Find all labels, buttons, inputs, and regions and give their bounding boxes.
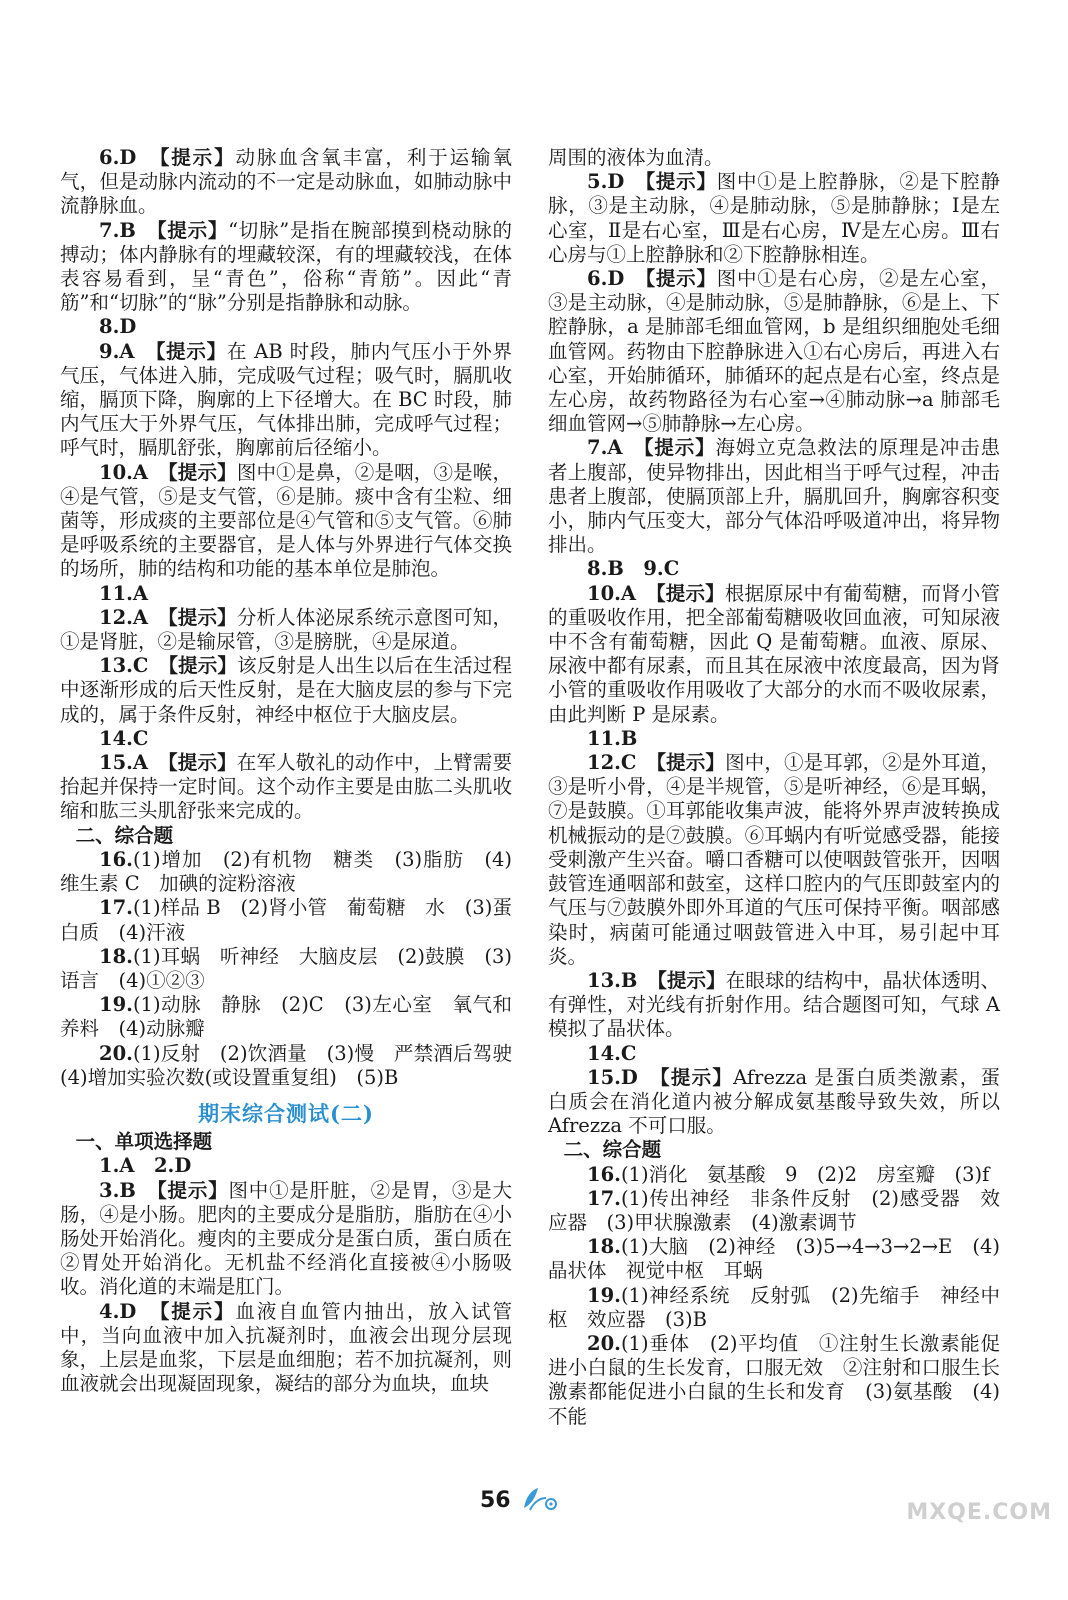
answer-text: (1)大脑 (2)神经 (3)5→4→3→2→E (4)晶状体 视觉中枢 耳蜗 [548, 1235, 1000, 1283]
answer-number: 19. [99, 993, 133, 1017]
answer-text: 图中①是上腔静脉，②是下腔静脉，③是主动脉，④是肺动脉，⑤是肺静脉；Ⅰ是左心室，Ⅱ是右心室，Ⅲ是右心房，Ⅳ是左心房。Ⅲ右心房与①上腔静脉和②下腔静脉相连。 [548, 170, 1000, 266]
answer-text: 该反射是人出生以后在生活过程中逐渐形成的后天性反射，是在大脑皮层的参与下完成的，属于条件反射，神经中枢位于大脑皮层。 [60, 654, 512, 726]
answer-number: 12.C [587, 751, 637, 775]
answer-text: Afrezza 是蛋白质类激素，蛋白质会在消化道内被分解成氨基酸导致失效，所以 Afrezza 不可口服。 [548, 1065, 1000, 1138]
answer-item [60, 1179, 512, 1300]
answer-item [60, 896, 512, 944]
answer-item [60, 1041, 532, 1090]
answer-item [548, 1284, 1000, 1332]
answer-text: 在军人敬礼的动作中，上臂需要抬起并保持一定时间。这个动作主要是由肱二头肌收缩和肱三头肌舒张来完成的。 [60, 751, 512, 823]
answer-item [60, 727, 512, 751]
right-column [548, 146, 1000, 1429]
hint-label: 【提示】 [136, 146, 236, 169]
answer-text: (1)样品 B (2)肾小管 葡萄糖 水 (3)蛋白质 (4)汗液 [60, 896, 512, 944]
answer-number: 4.D [99, 1299, 137, 1323]
answer-item [60, 848, 512, 896]
page-number: 56 [480, 1488, 511, 1513]
section-title: 期末综合测试(二) [198, 1100, 374, 1126]
answer-text: (1)神经系统 反射弧 (2)先缩手 神经中枢 效应器 (3)B [548, 1283, 1000, 1331]
answer-item [548, 969, 1000, 1042]
answer-text: 根据原尿中有葡萄糖，而肾小管的重吸收作用，把全部葡萄糖吸收回血液，可知尿液中不含有葡萄糖，因此 Q 是葡萄糖。血液、原尿、尿液中都有尿素，而且其在尿液中浓度最高，因为肾小管的重吸收作用吸收了大部分的水而不吸收尿素，由此判断 P 是尿素。 [548, 581, 1000, 726]
answer-number: 1.A 2.D [99, 1154, 192, 1178]
answer-number: 17. [587, 1186, 621, 1210]
answer-item [60, 945, 512, 993]
answer-number: 11.A [99, 581, 149, 605]
answer-item [60, 1154, 512, 1178]
hint-label: 【提示】 [636, 581, 725, 605]
answer-number: 10.A [587, 581, 637, 605]
watermark-text: MXQE.COM [906, 1500, 1052, 1525]
answer-item [548, 1042, 1000, 1066]
answer-number: 8.B 9.C [587, 557, 680, 581]
answer-text: “切脉”是指在腕部摸到桡动脉的搏动；体内静脉有的埋藏较深，有的埋藏较浅，在体表容易看到，呈“青色”，俗称“青筋”。因此“青筋”和“切脉”的“脉”分别是指静脉和动脉。 [60, 218, 512, 315]
hint-label: 【提示】 [136, 1299, 236, 1323]
answer-number: 6.D [587, 267, 625, 291]
answer-text: 在 AB 时段，肺内气压小于外界气压，气体进入肺，完成吸气过程；吸气时，膈肌收缩，膈顶下降，胸廓的上下径增大。在 BC 时段，肺内气压大于外界气压，气体排出肺，完成呼气过程；呼气时，膈肌舒张，胸廓前后径缩小。 [60, 339, 512, 460]
leaf-ornament-icon [520, 1482, 560, 1514]
answer-item [60, 461, 512, 582]
answer-item [60, 340, 512, 461]
hint-label: 【提示】 [148, 460, 237, 484]
answer-number: 20. [587, 1331, 621, 1355]
answer-item [548, 1163, 1000, 1187]
answer-number: 13.C [99, 654, 149, 678]
answer-number: 15.D [587, 1065, 638, 1089]
answer-item [548, 1235, 1000, 1283]
hint-label: 【提示】 [148, 751, 237, 775]
answer-item [60, 146, 512, 219]
answer-text: 图中①是右心房，②是左心室，③是主动脉，④是肺动脉，⑤是肺静脉，⑥是上、下腔静脉，a 是肺部毛细血管网，b 是组织细胞处毛细血管网。药物由下腔静脉进入①右心房后，再进入右心室，开始肺循环，肺循环的起点是右心室，终点是左心房，故药物路径为右心室→④肺动脉→a 肺部毛细血管网→⑤肺静脉→左心房。 [548, 267, 1000, 436]
answer-text: 海姆立克急救法的原理是冲击患者上腹部，使异物排出，因此相当于呼气过程，冲击患者上腹部，使膈顶部上升，膈肌回升，胸廓容积变小，肺内气压变大，部分气体沿呼吸道冲出，将异物排出。 [548, 436, 1000, 557]
answer-text: 血液自血管内抽出，放入试管中，当向血液中加入抗凝剂时，血液会出现分层现象，上层是血浆，下层是血细胞；若不加抗凝剂，则血液就会出现凝固现象，凝结的部分为血块，血块 [60, 1299, 512, 1396]
answer-item [548, 1066, 1000, 1139]
hint-label: 【提示】 [636, 751, 726, 775]
answer-text: (1)动脉 静脉 (2)C (3)左心室 氧气和养料 (4)动脉瓣 [60, 993, 512, 1041]
hint-label: 【提示】 [135, 1178, 229, 1202]
watermark [906, 1500, 1052, 1525]
hint-label: 【提示】 [148, 605, 237, 629]
answer-number: 5.D [587, 170, 625, 194]
answer-text: (1)反射 (2)饮酒量 (3)慢 严禁酒后驾驶 (4)增加实验次数(或设置重复组) (5)B [60, 1041, 532, 1089]
answer-number: 16. [587, 1162, 621, 1186]
continued-text: 周围的液体为血清。 [548, 146, 724, 169]
left-column [60, 146, 532, 1396]
section-heading: 二、综合题 [563, 1138, 662, 1162]
answer-item [548, 436, 1000, 557]
answer-number: 18. [587, 1235, 621, 1259]
answer-number: 19. [587, 1283, 621, 1307]
answer-text: (1)增加 (2)有机物 糖类 (3)脂肪 (4)维生素 C 加碘的淀粉溶液 [60, 847, 512, 896]
hint-label: 【提示】 [148, 654, 238, 678]
answer-item [548, 582, 1000, 727]
answer-text: 图中①是鼻，②是咽，③是喉，④是气管，⑤是支气管，⑥是肺。痰中含有尘粒、细菌等，形成痰的主要部位是④气管和⑤支气管。⑥肺是呼吸系统的主要器官，是人体与外界进行气体交换的场所，肺的结构和功能的基本单位是肺泡。 [60, 460, 512, 581]
answer-item [548, 267, 1000, 436]
answer-item [548, 1332, 1000, 1429]
answer-number: 7.A [587, 436, 623, 460]
answer-item [60, 1300, 512, 1397]
answer-text: (1)消化 氨基酸 9 (2)2 房室瓣 (3)f [620, 1162, 990, 1186]
answer-text: (1)传出神经 非条件反射 (2)感受器 效应器 (3)甲状腺激素 (4)激素调节 [548, 1186, 1000, 1234]
answer-item [60, 654, 512, 727]
answer-text: 图中①是肝脏，②是胃，③是大肠，④是小肠。肥肉的主要成分是脂肪，脂肪在④小肠处开始消化。瘦肉的主要成分是蛋白质，蛋白质在②胃处开始消化。无机盐不经消化直接被④小肠吸收。消化道的末端是肛门。 [60, 1178, 512, 1299]
answer-number: 7.B [99, 218, 136, 242]
answer-number: 10.A [99, 460, 149, 484]
answer-number: 17. [99, 896, 133, 920]
answer-item [60, 606, 512, 654]
answer-item [548, 727, 1000, 751]
hint-label: 【提示】 [134, 339, 227, 363]
answer-number: 13.B [587, 968, 638, 992]
answer-text: 动脉血含氧丰富，利于运输氧气，但是动脉内流动的不一定是动脉血，如肺动脉中流静脉血。 [60, 146, 512, 218]
answer-number: 3.B [99, 1178, 136, 1202]
answer-text: 分析人体泌尿系统示意图可知，①是肾脏，②是输尿管，③是膀胱，④是尿道。 [60, 605, 512, 654]
section-heading: 一、单项选择题 [75, 1130, 213, 1154]
answer-item [60, 219, 512, 316]
answer-number: 14.C [587, 1041, 637, 1065]
answer-item [548, 1187, 1000, 1235]
answer-item [60, 993, 512, 1041]
hint-label: 【提示】 [622, 436, 716, 460]
answer-number: 14.C [99, 726, 149, 750]
hint-label: 【提示】 [624, 267, 717, 291]
answer-number: 20. [99, 1041, 133, 1065]
hint-label: 【提示】 [637, 1065, 734, 1089]
answer-item [60, 751, 512, 824]
answer-item [548, 751, 1000, 969]
section-heading: 二、综合题 [75, 823, 174, 847]
hint-label: 【提示】 [637, 968, 726, 992]
answer-text: (1)垂体 (2)平均值 ①注射生长激素能促进小白鼠的生长发育，口服无效 ②注射和口服生长激素都能促进小白鼠的生长和发育 (3)氨基酸 (4)不能 [548, 1331, 1000, 1428]
answer-number: 11.B [587, 726, 638, 750]
answer-text: (1)耳蜗 听神经 大脑皮层 (2)鼓膜 (3)语言 (4)①②③ [60, 944, 512, 992]
answer-text: 在眼球的结构中，晶状体透明、有弹性，对光线有折射作用。结合题图可知，气球 A 模拟了晶状体。 [548, 968, 1000, 1041]
answer-number: 16. [99, 847, 133, 871]
answer-item [548, 557, 1000, 581]
answer-number: 15.A [99, 751, 149, 775]
answer-item [548, 170, 1000, 267]
hint-label: 【提示】 [624, 170, 717, 194]
answer-text: 图中，①是耳郭，②是外耳道，③是听小骨，④是半规管，⑤是听神经，⑥是耳蜗，⑦是鼓膜。①耳郭能收集声波，能将外界声波转换成机械振动的是⑦鼓膜。⑥耳蜗内有听觉感受器，能接受刺激产生兴奋。嚼口香糖可以使咽鼓管张开，因咽鼓管连通咽部和鼓室，这样口腔内的气压即鼓室内的气压与⑦鼓膜外即外耳道的气压可保持平衡。咽部感染时，病菌可能通过咽鼓管进入中耳，易引起中耳炎。 [548, 751, 1000, 968]
hint-label: 【提示】 [135, 218, 229, 242]
answer-item [60, 315, 512, 339]
answer-number: 6.D [99, 146, 137, 169]
answer-number: 12.A [99, 605, 149, 629]
answer-number: 8.D [99, 315, 137, 339]
answer-item [60, 582, 512, 606]
answer-number: 18. [99, 944, 133, 968]
answer-number: 9.A [99, 339, 135, 363]
